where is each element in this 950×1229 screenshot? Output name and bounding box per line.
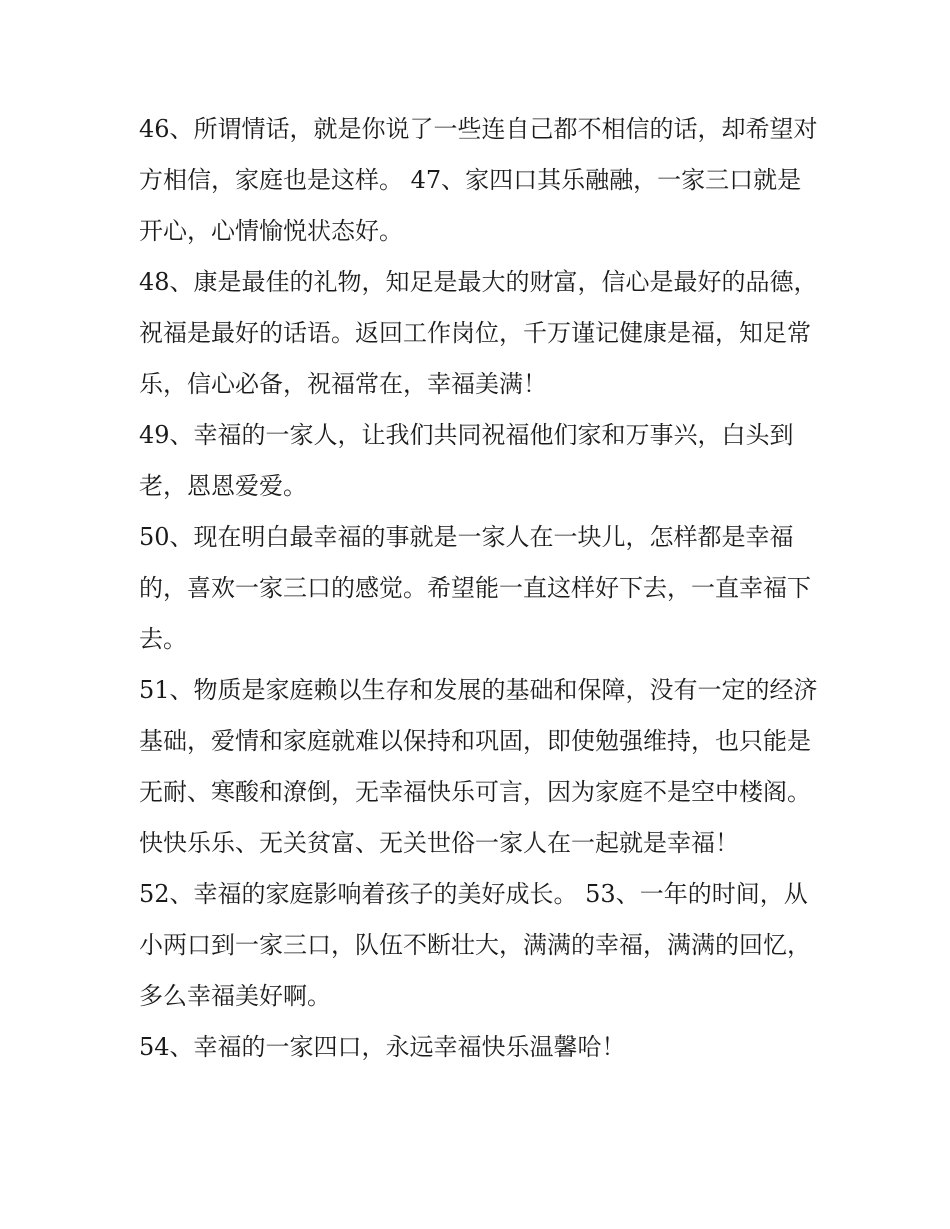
document-body — [139, 104, 819, 1073]
paragraph-49: 49、幸福的一家人，让我们共同祝福他们家和万事兴，白头到老，恩恩爱爱。 — [139, 421, 794, 500]
paragraph-46: 46、所谓情话，就是你说了一些连自己都不相信的话，却希望对方相信，家庭也是这样。 47、家四口其乐融融，一家三口就是开心，心情愉悦状态好。 — [139, 115, 818, 245]
paragraph-51: 51、物质是家庭赖以生存和发展的基础和保障，没有一定的经济基础，爱情和家庭就难以保持和巩固，即使勉强维持，也只能是无耐、寒酸和潦倒，无幸福快乐可言，因为家庭不是空中楼阁。快快乐乐、无关贫富、无关世俗一家人在一起就是幸福！ — [139, 676, 818, 857]
paragraph-50: 50、现在明白最幸福的事就是一家人在一块儿，怎样都是幸福的，喜欢一家三口的感觉。希望能一直这样好下去，一直幸福下去。 — [139, 523, 811, 653]
paragraph-52: 52、幸福的家庭影响着孩子的美好成长。 53、一年的时间，从小两口到一家三口，队伍不断壮大，满满的幸福，满满的回忆，多么幸福美好啊。 — [139, 880, 811, 1010]
paragraph-54: 54、幸福的一家四口，永远幸福快乐温馨哈！ — [139, 1033, 626, 1061]
paragraph-48: 48、康是最佳的礼物，知足是最大的财富，信心是最好的品德，祝福是最好的话语。返回工作岗位，千万谨记健康是福，知足常乐，信心必备，祝福常在，幸福美满！ — [139, 268, 818, 398]
